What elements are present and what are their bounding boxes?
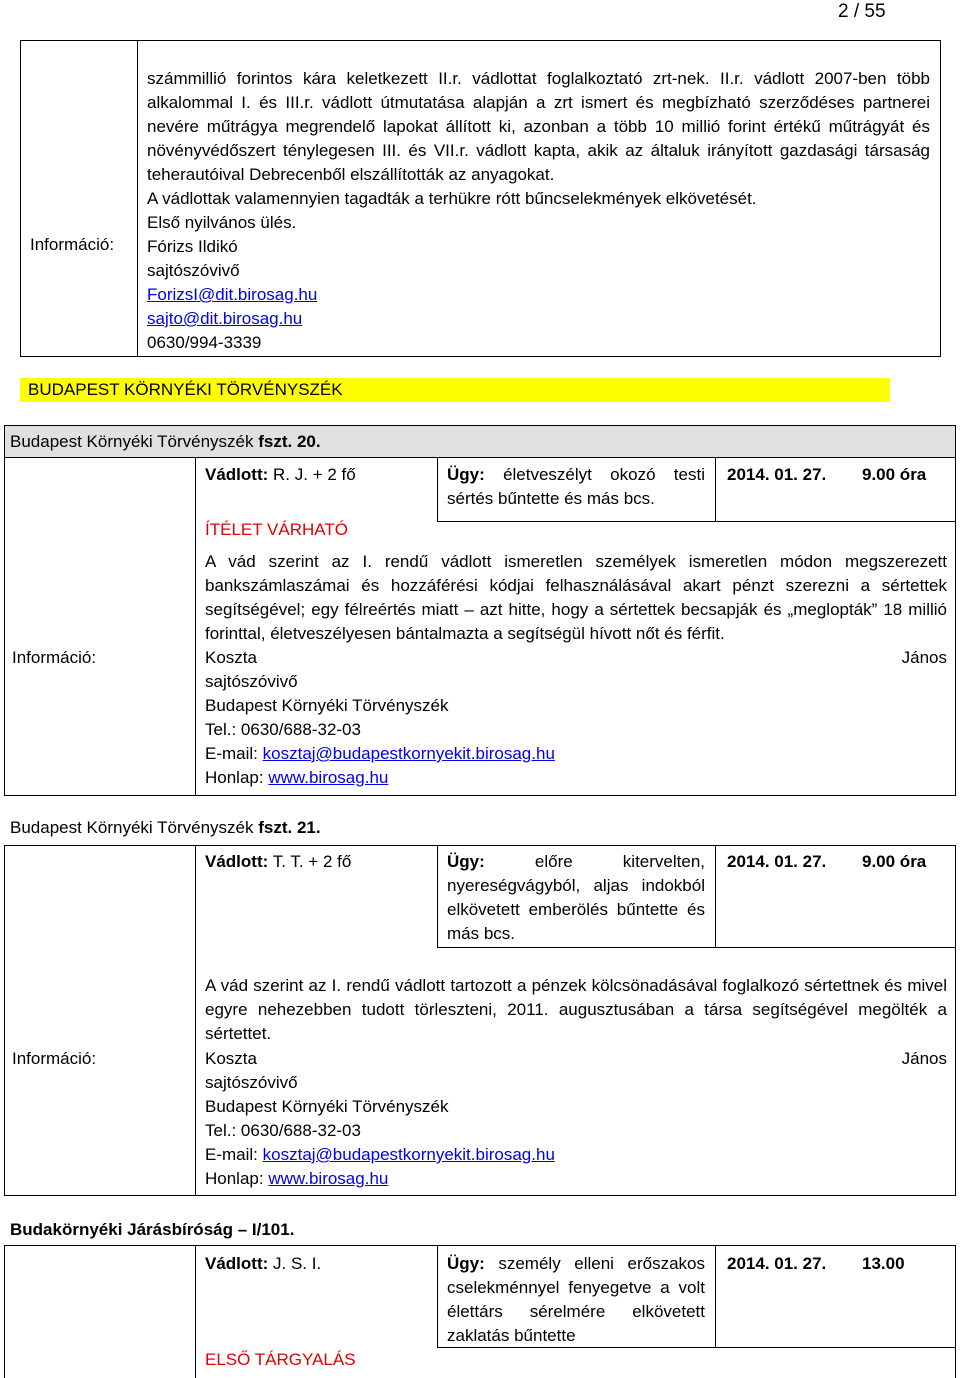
spokesperson-role: sajtószóvivő: [205, 1073, 298, 1092]
contact-block: [205, 1047, 947, 1191]
email-row: [147, 307, 930, 331]
website-link[interactable]: www.birosag.hu: [268, 768, 389, 787]
case-summary: [205, 550, 947, 646]
info-label: Információ:: [12, 1049, 97, 1068]
defendant: [205, 850, 351, 874]
contact-block: [205, 646, 947, 790]
spokesperson-last-name: János: [901, 1049, 947, 1068]
email-label: E-mail:: [205, 744, 258, 763]
case-line: élettárs sérelmére elkövetett: [447, 1302, 705, 1321]
case-label: Ügy:: [447, 1254, 485, 1273]
case-text: életveszélyt okozó testi: [503, 465, 705, 484]
prev-case-body: [147, 67, 930, 355]
case-line: elkövetett emberölés bűntette és: [447, 900, 705, 919]
spokesperson-first-name: Koszta: [205, 648, 257, 667]
press-email-link[interactable]: sajto@dit.birosag.hu: [147, 309, 303, 328]
hearing-date: 2014. 01. 27.: [727, 465, 827, 484]
hearing-date: 2014. 01. 27.: [727, 852, 827, 871]
table-divider: [437, 457, 438, 521]
defendant-name: J. S. I.: [273, 1254, 322, 1273]
website-row: [205, 1167, 947, 1191]
phone-label: Tel.:: [205, 1121, 237, 1140]
case-description: [447, 1252, 705, 1348]
summary-line: A vád szerint az I. rendű vádlott ismeretlen személyek ismeretlen módon megszerezett: [205, 552, 947, 571]
email-row: [205, 1143, 947, 1167]
court-banner: BUDAPEST KÖRNYÉKI TÖRVÉNYSZÉK: [20, 378, 890, 402]
case-description: [447, 463, 705, 511]
phone-label: Tel.:: [205, 720, 237, 739]
table-divider: [137, 40, 138, 357]
page-number: 2 / 55: [838, 1, 886, 22]
defendant-label: Vádlott:: [205, 465, 269, 484]
hearing-status: ELSŐ TÁRGYALÁS: [205, 1350, 356, 1369]
table-divider: [437, 1245, 438, 1347]
room-number: fszt. 21.: [258, 818, 321, 837]
table-divider: [715, 845, 716, 947]
location-header: Budakörnyéki Járásbíróság – I/101.: [10, 1220, 295, 1239]
defendant-name: T. T. + 2 fő: [272, 852, 352, 871]
case-description: [447, 850, 705, 946]
location-header: [10, 816, 321, 840]
spokesperson-role: sajtószóvivő: [205, 672, 298, 691]
phone-number: 0630/994-3339: [147, 333, 262, 352]
court-organization: Budapest Környéki Törvényszék: [205, 1097, 449, 1116]
website-label: Honlap:: [205, 768, 264, 787]
email-label: E-mail:: [205, 1145, 258, 1164]
case-line: zaklatás bűntette: [447, 1326, 576, 1345]
table-divider: [437, 845, 438, 947]
website-row: [205, 766, 947, 790]
defendant-label: Vádlott:: [205, 852, 269, 871]
summary-line: sértettet.: [205, 1024, 272, 1043]
summary-line: A vád szerint az I. rendű vádlott tartozott a pénzek kölcsönadásával foglalkozó sértettnek és mivel: [205, 976, 947, 995]
hearing-time: 13.00: [862, 1254, 905, 1273]
hearing-time: 9.00 óra: [862, 852, 927, 871]
email-row: [147, 283, 930, 307]
hearing-time: 9.00 óra: [862, 465, 927, 484]
court-name: Budapest Környéki Törvényszék: [10, 432, 254, 451]
hearing-type: Első nyilvános ülés.: [147, 213, 297, 232]
description-line: nevére műtrágya megrendelő lapokat állított ki, azonban a több 10 millió forint értékű műtrágyát és: [147, 117, 930, 136]
phone-number: 0630/688-32-03: [240, 1121, 361, 1140]
description-line: alkalommal I. és III.r. vádlott útmutatása alapján a zrt ismert és megbízható szerződéses partnerei: [147, 93, 930, 112]
defendant-name: R. J. + 2 fő: [273, 465, 356, 484]
spokesperson-name: [205, 646, 947, 670]
summary-line: egyre nehezebben tudott törleszteni, 2011. augusztusában a társa segítségével megölték a: [205, 1000, 947, 1019]
location-header: [4, 425, 956, 458]
defendant: [205, 463, 356, 487]
summary-line: forinttal, életveszélyesen bántalmazta a segítségül hívott nőt és férfit.: [205, 624, 725, 643]
court-organization: Budapest Környéki Törvényszék: [205, 696, 449, 715]
website-label: Honlap:: [205, 1169, 264, 1188]
spokesperson-role: sajtószóvivő: [147, 261, 240, 280]
case-label: Ügy:: [447, 465, 485, 484]
case-line: [447, 1252, 705, 1276]
description-line: növényvédőszert ténylegesen III. és VII.r. vádlott kapta, akik az általuk irányított gazdasági társaság: [147, 141, 930, 160]
case-line: sértés bűntette és más bcs.: [447, 489, 655, 508]
email-link[interactable]: kosztaj@budapestkornyekit.birosag.hu: [262, 744, 555, 763]
description-line: A vádlottak valamennyien tagadták a terhükre rótt bűncselekmények elkövetését.: [147, 189, 757, 208]
spokesperson-last-name: János: [901, 648, 947, 667]
description-line: számmillió forintos kára keletkezett II.r. vádlottat foglalkoztató zrt-nek. II.r. vádlott 2007-ben több: [147, 69, 930, 88]
table-divider: [195, 845, 196, 1196]
case-line: nyereségvágyból, aljas indokból: [447, 876, 705, 895]
defendant-label: Vádlott:: [205, 1254, 269, 1273]
email-link[interactable]: kosztaj@budapestkornyekit.birosag.hu: [262, 1145, 555, 1164]
phone-row: [205, 1119, 947, 1143]
table-divider: [715, 1245, 716, 1347]
hearing-date: 2014. 01. 27.: [727, 1254, 827, 1273]
email-link[interactable]: ForizsI@dit.birosag.hu: [147, 285, 318, 304]
room-number: fszt. 20.: [258, 432, 321, 451]
phone-row: [205, 718, 947, 742]
case-text: személy elleni erőszakos: [498, 1254, 705, 1273]
table-divider: [195, 1245, 196, 1378]
website-link[interactable]: www.birosag.hu: [268, 1169, 389, 1188]
case-line: [447, 463, 705, 487]
case-line: más bcs.: [447, 924, 516, 943]
court-name: Budapest Környéki Törvényszék: [10, 818, 254, 837]
table-divider: [437, 947, 956, 948]
spokesperson-name: Fórizs Ildikó: [147, 237, 238, 256]
defendant: [205, 1252, 321, 1276]
case-summary: [205, 974, 947, 1046]
case-line: [447, 850, 705, 874]
table-divider: [715, 457, 716, 521]
spokesperson-name: [205, 1047, 947, 1071]
email-row: [205, 742, 947, 766]
hearing-status: ÍTÉLET VÁRHATÓ: [205, 520, 348, 539]
phone-number: 0630/688-32-03: [240, 720, 361, 739]
summary-line: bankszámlaszámai és hozzáférési kódjai felhasználásával akart pénzt szerezni a sértettek: [205, 576, 947, 595]
description-line: teherautóival Debrecenből elszállították az anyagokat.: [147, 165, 555, 184]
case-label: Ügy:: [447, 852, 485, 871]
summary-line: segítségével; egy félreértés miatt – azt hitte, hogy a sértettek becsapják és „meglopták” 18 millió: [205, 600, 947, 619]
info-label: Információ:: [12, 648, 97, 667]
table-divider: [195, 457, 196, 796]
case-line: cselekménnyel fenyegetve a volt: [447, 1278, 705, 1297]
table-divider: [437, 521, 956, 522]
spokesperson-first-name: Koszta: [205, 1049, 257, 1068]
info-label: Információ:: [30, 235, 115, 254]
case-text: előre kitervelten,: [534, 852, 705, 871]
